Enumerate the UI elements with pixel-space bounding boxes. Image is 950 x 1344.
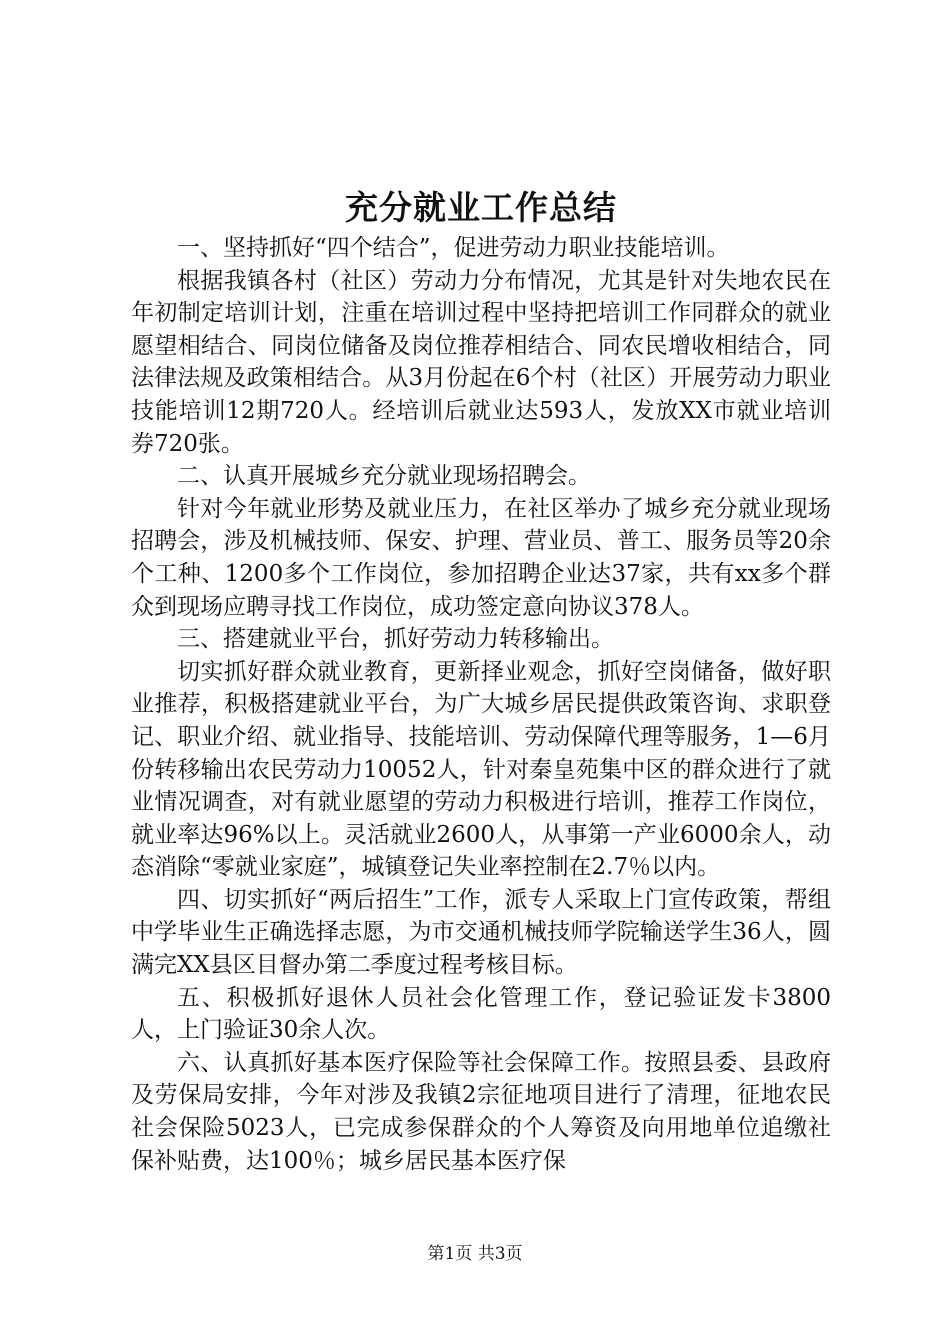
body-paragraph: 根据我镇各村（社区）劳动力分布情况，尤其是针对失地农民在年初制定培训计划，注重在培训过程中坚持把培训工作同群众的就业愿望相结合、同岗位储备及岗位推荐相结合、同农民增收相结合，同法律法规及政策相结合。从3月份起在6个村（社区）开展劳动力职业技能培训12期720人。经培训后就业达593人，发放XX市就业培训券720张。 xyxy=(131,267,831,457)
body-paragraph: 针对今年就业形势及就业压力，在社区举办了城乡充分就业现场招聘会，涉及机械技师、保安、护理、营业员、普工、服务员等20余个工种、1200多个工作岗位，参加招聘企业达37家，共有xx多个群众到现场应聘寻找工作岗位，成功签定意向协议378人。 xyxy=(131,495,831,620)
section-paragraph-4: 四、切实抓好“两后招生”工作，派专人采取上门宣传政策，帮组中学毕业生正确选择志愿，为市交通机械技师学院输送学生36人，圆满完XX县区目督办第二季度过程考核目标。 xyxy=(131,886,831,979)
section-heading-3: 三、搭建就业平台，抓好劳动力转移输出。 xyxy=(177,626,614,653)
section-paragraph-6: 六、认真抓好基本医疗保险等社会保障工作。按照县委、县政府及劳保局安排，今年对涉及我镇2宗征地项目进行了清理，征地农民社会保险5023人，已完成参保群众的个人筹资及向用地单位追缴社保补贴费，达100％；城乡居民基本医疗保 xyxy=(131,1049,831,1174)
section-heading-2: 二、认真开展城乡充分就业现场招聘会。 xyxy=(177,463,591,490)
page-footer: 第1页 共3页 xyxy=(427,1244,523,1264)
document-title: 充分就业工作总结 xyxy=(345,188,617,227)
section-paragraph-5: 五、积极抓好退休人员社会化管理工作，登记验证发卡3800人，上门验证30余人次。 xyxy=(131,984,831,1044)
section-heading-1: 一、坚持抓好“四个结合”，促进劳动力职业技能培训。 xyxy=(177,235,730,261)
document-page xyxy=(131,186,831,1177)
body-paragraph: 切实抓好群众就业教育，更新择业观念，抓好空岗储备，做好职业推荐，积极搭建就业平台，为广大城乡居民提供政策咨询、求职登记、职业介绍、就业指导、技能培训、劳动保障代理等服务，1—6月份转移输出农民劳动力10052人，针对秦皇苑集中区的群众进行了就业情况调查，对有就业愿望的劳动力积极进行培训，推荐工作岗位，就业率达96%以上。灵活就业2600人，从事第一产业6000余人，动态消除“零就业家庭”，城镇登记失业率控制在2.7％以内。 xyxy=(131,658,831,881)
